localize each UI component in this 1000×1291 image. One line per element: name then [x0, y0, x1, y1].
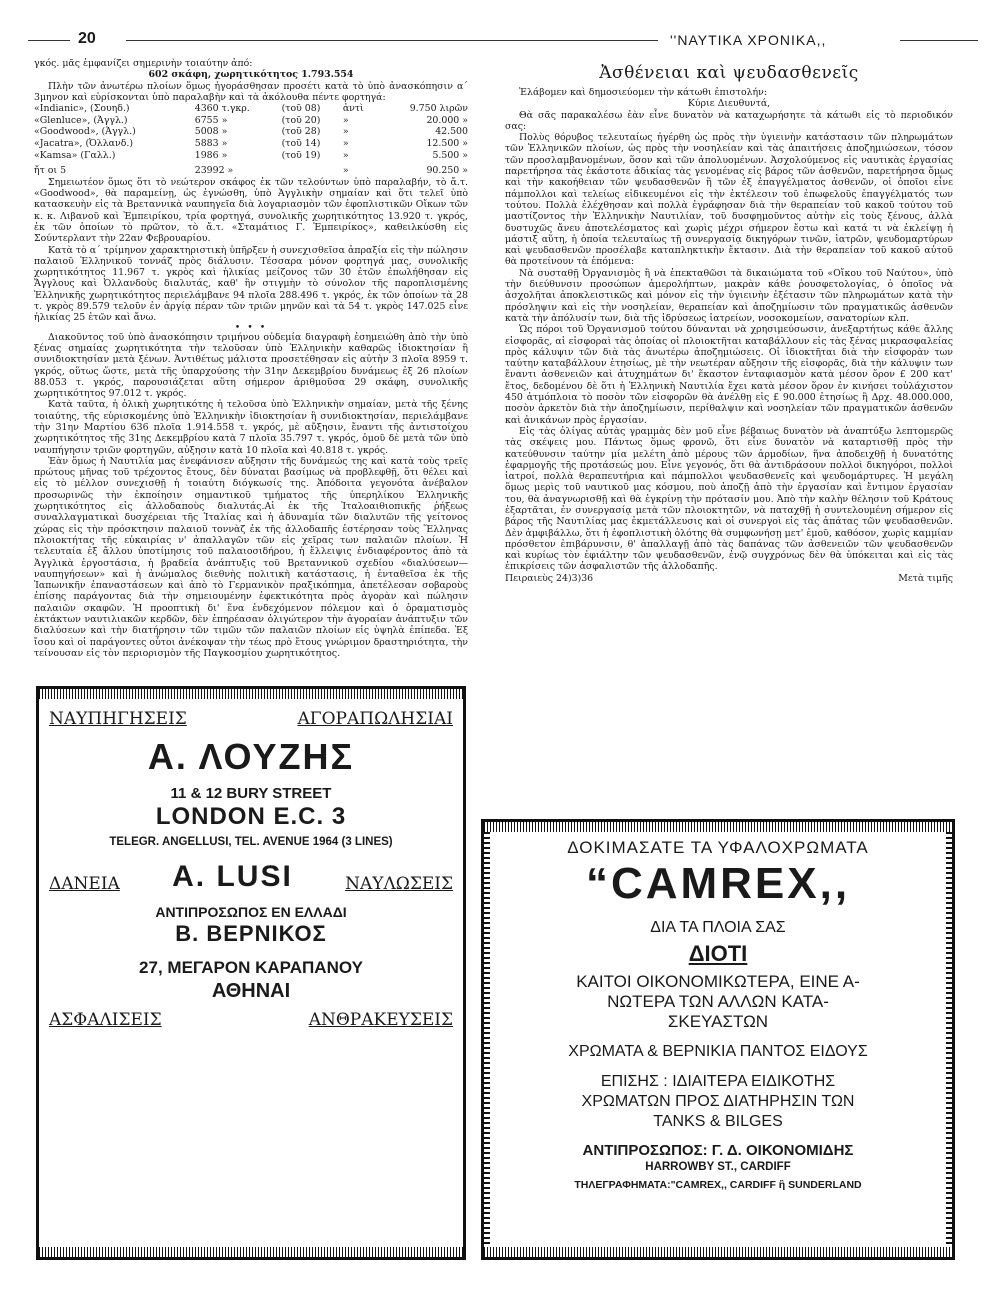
table-row: «Goodwood», (Ἀγγλ.) 5008 » (τοῦ 28) » 42.500 — [34, 126, 468, 138]
ad-content — [498, 836, 938, 1243]
border-strip — [39, 1247, 463, 1257]
left-column — [34, 58, 468, 659]
intro: Ἐλάβομεν καὶ δημοσιεύομεν τὴν κάτωθι ἐπιστολήν: — [519, 87, 768, 98]
ad-subline: ΔΙΑ ΤΑ ΠΛΟΙΑ ΣΑΣ — [650, 919, 786, 936]
page-header — [28, 30, 978, 50]
page-number: 20 — [78, 30, 96, 47]
paragraph: Νὰ συσταθῇ Ὀργανισμὸς ἢ νὰ ἐπεκταθῶσι τὰ δικαιώματα τοῦ «Οἴκου τοῦ Ναύτου», ὑπὸ τὴν διεύθυνσιν προσώπων ἀμερολήπτων, μακρὰν κάθε ῥουσφετολογίας, ὁ ὁποῖος νὰ ἀσχολῆται ἀποκλειστικῶς καὶ μόνον εἰς τὴν ὑγιεινὴν ἐξέτασιν τῶν πληρωμάτων κατὰ τὴν πρόσληψιν καὶ εἰς τὴν νοσηλείαν, θεραπείαν καὶ ἀποζημίωσιν τῶν πραγματικῶς ἀσθενῶν κατὰ τὴν ἀπόλυσίν των, διὰ τῆς ἱδρύσεως ἰατρείων, νοσοκομείων, σανατορίων κλπ. — [505, 267, 953, 324]
company-name-latin: A. LUSI — [172, 860, 293, 893]
paragraph: Ὡς πόροι τοῦ Ὀργανισμοῦ τούτου δύνανται νὰ χρησιμεύσωσιν, ἀνεξαρτήτως κάθε ἄλλης εἰσφορᾶς, αἱ εἰσφοραὶ τὰς ὁποίας οἱ πλοιοκτῆται καταβάλλουν εἰς τὰς ξένας μικρασφαλείας πρὸς κάλυψιν τῶν διὰ τὰς ἀνωτέρω ἀποζημιώσεις. Οἱ ἰδιοκτῆται διὰ τὴν εἰσφορὰν των ταύτην καταβάλλουν ἐτησίως, μὲ τὴν νεωτέραν αὔξησιν τῆς εἰσφορᾶς, διὰ τὴν κάλυψιν των ἔναντι ἀσθενειῶν καὶ ἀτυχημάτων δι' ἕκαστον ἐνταφιασμὸν κατὰ μέσον ὅρον £ 200 κατ' ἔτος, δεδομένου δὲ ὅτι ἡ Ἑλληνικὴ Ναυτιλία ἔχει κατὰ μέσον ὅρον ἐν κινήσει τοὐλάχιστον 450 ἀτμόπλοια τὸ ποσὸν τῶν εἰσφορῶν θὰ ἀνέλθῃ εἰς £ 90.000 ἐτησίως ἢ Δρχ. 48.000.000, ποσὸν ἀρκετὸν διὰ τὴν ἀποζημίωσιν, περίθαλψιν καὶ νοσηλείαν τῶν πραγματικῶν ἀσθενῶν καὶ ἀνικάνων πρὸς ἐργασίαν. — [505, 324, 953, 426]
paragraph: Ἐὰν ὅμως ἡ Ναυτιλία μας ἐνεφάνισεν αὔξησιν τῆς δυνάμεώς της καὶ κατὰ τοὺς τρεῖς πρώτους μῆνας τοῦ τρέχοντος ἔτους, δὲν δύναται βασίμως νὰ προβλεφθῇ, ὅτι θέλει καὶ εἰς τὸ μέλλον συνεχισθῇ ἡ τοιαύτη διόγκωσίς της. Ἀπόδοιτα γεγονότα ἀνέβαλον προσωρινῶς τὴν ἐκποίησιν σημαντικοῦ τμήματος τῆς ὑπερηλίκου Ἑλληνικῆς χωρητικότητος εἰς ἀλλοδαποὺς διαλυτάς.Αἱ ἐκ τῆς Ἰταλοαιθιοπικῆς ῥήξεως συναλλαγματικαὶ δυσχέρειαι τῆς Ἰταλίας καὶ ἡ ἀδυναμία τῶν διαλυτῶν τῆς γείτονος χώρας εἰς τὴν πρόσκτησιν παλαιοῦ τοννὰζ ἐκ τῆς ἀλλοδαπῆς ἐστέρησαν τοὺς Ἕλληνας πλοιοκτήτας τῆς εὐκαιρίας ν' ἀπαλλαγῶν τῶν εἰς χεῖρας των παλαιῶν πλοίων. Ἡ τελευταία ἐξ ἄλλου ὑποτίμησις τοῦ παλαιοσιδήρου, ἡ ἔλλειψις ἐνδιαφέροντος ἀπὸ τὰ Ἀγγλικὰ ἐργοστάσια, ἡ βραδεία ἀνάπτυξις τοῦ Βρεταννικοῦ σχεδίου «διαλύσεων—ναυπηγήσεων» καὶ ἡ ἀνώμαλος διεθνὴς πολιτικὴ κατάστασις, ἡ ἐνταθεῖσα ἐκ τῆς Ἰαπωνικῆν ἐπαναστάσεων καὶ ἀπὸ τὸ Γερμανικὸν πραξικόπημα, ἀπετέλεσαν σοβαροὺς ἐπίσης παράγοντας διὰ τὴν σημειουμένην ἐφεκτικότητα πρὸς ἀγορὰν καὶ πώλησιν παλαιῶν σκαφῶν. Ἡ προοπτικὴ δι' ἕνα ἐνδεχόμενον πόλεμον καὶ ὁ ὀραματισμὸς ἐκτάκτων ναυτιλιακῶν κερδῶν, δὲν ἐπηρέασαν ὀλιγώτερον τὴν ἀγοραίαν ἀνάπτυξιν τῶν διαλύσεων καὶ τὴν διατήρησιν τῶν τιμῶν τῶν παλαιῶν πλοίων εἰς ὑψηλὰ ἐπίπεδα. Ἐξ ἴσου καὶ οἱ παράγοντες οὗτοι ἀνέκοψαν τὴν τέως πρὸ ἔτους γνώριμον δραστηριότητα, τὴν τείνουσαν εἰς τὸν περιορισμὸν τῆς Παγκοσμίου χωρητικότητος. — [34, 455, 468, 659]
paragraph: Διακοῦντος τοῦ ὑπὸ ἀνασκόπησιν τριμήνου οὐδεμία διαγραφὴ ἐσημειώθη ἀπὸ τὴν ὑπὸ ξένας σημαίας χωρητικότητα τὴν τελοῦσαν ὑπὸ Ἑλληνικὴν καθαρῶς ἰδιοκτησίαν ἢ συνιδιοκτησίαν μετὰ ξένων. Ἀντιθέτως μάλιστα προσετέθησαν εἰς αὐτὴν 3 πλοῖα 8959 τ. γκρός, οὕτως ὥστε, μετὰ τῆς ὑπαρχούσης τὴν 31ην Δεκεμβρίου δυνάμεως ἐξ 26 πλοίων 88.053 τ. γκρός, παρουσιάζεται αὕτη σήμερον ἀριθμοῦσα 29 σκάφη, συνολικῆς χωρητικότητος 97.012 τ. γκρός. — [34, 331, 468, 400]
ad-right-label: ΑΝΘΡΑΚΕΥΣΕΙΣ — [308, 1010, 453, 1030]
table-row: «Indianic», (Σουηδ.) 4360 τ.γκρ. (τοῦ 08) ἀντὶ 9.750 λιρῶν — [34, 103, 468, 115]
ad-headline: ΔΟΚΙΜΑΣΑΤΕ ΤΑ ΥΦΑΛΟΧΡΩΜΑΤΑ — [567, 838, 869, 857]
company-telegraph: TELEGR. ANGELLUSI, TEL. AVENUE 1964 (3 LINES) — [109, 836, 393, 848]
table-row: «Kamsa» (Γαλλ.) 1986 » (τοῦ 19) » 5.500 » — [34, 149, 468, 161]
ad-right-label: ΑΓΟΡΑΠΩΛΗΣΙΑΙ — [297, 709, 453, 729]
paragraph: Κατὰ ταῦτα, ἡ ὁλικὴ χωρητικότης ἡ τελοῦσα ὑπὸ Ἑλληνικὴν σημαίαν, μετὰ τῆς ξένης τοιαύτης, τῆς εὑρισκομένης ὑπὸ Ἑλληνικὴν ἰδιοκτησίαν ἢ συνιδιοκτησίαν, περιελάμβανε τὴν 31ην Μαρτίου 636 πλοῖα 1.914.558 τ. γκρός, μὲ αὔξησιν, ἔναντι τῆς ἀντιστοίχου χωρητικότητος τῆς 31ης Δεκεμβρίου κατὰ 7 πλοῖα 35.797 τ. γκρός, ὁμοῦ δὲ μετὰ τῶν ὑπὸ ναυπήγησιν τριῶν φορτηγῶν, αὐξησιν κατὰ 10 πλοῖα καὶ 40.818 τ. γκρός. — [34, 399, 468, 456]
section-separator: • • • — [234, 321, 268, 333]
article-title: Ἀσθένειαι καὶ ψευδασθενεῖς — [599, 63, 859, 83]
paragraph: Θὰ σᾶς παρακαλέσω ἐὰν εἶνε δυνατὸν νὰ καταχωρήσητε τὰ κάτωθι εἰς τὸ περιοδικόν σας: — [505, 109, 953, 132]
representative: ΑΝΤΙΠΡΟΣΩΠΟΣ: Γ. Δ. ΟΙΚΟΝΟΜΙΔΗΣ — [582, 1142, 854, 1159]
header-rule — [28, 40, 70, 41]
company-name-greek: Α. ΛΟΥΖΗΣ — [147, 736, 355, 777]
header-rule — [900, 40, 978, 41]
ad-right-label: ΝΑΥΛΩΣΕΙΣ — [345, 874, 453, 894]
ad-products: ΧΡΩΜΑΤΑ & ΒΕΡΝΙΚΙΑ ΠΑΝΤΟΣ ΕΙΔΟΥΣ — [568, 1043, 868, 1060]
signoff — [505, 573, 953, 584]
border-strip — [484, 1247, 952, 1257]
border-strip — [484, 822, 952, 832]
representative-label: ΑΝΤΙΠΡΟΣΩΠΟΣ ΕΝ ΕΛΛΑΔΙ — [155, 904, 347, 920]
ad-specialty: ΧΡΩΜΑΤΩΝ ΠΡΟΣ ΔΙΑΤΗΡΗΣΙΝ ΤΩΝ — [581, 1093, 855, 1110]
company-address: 11 & 12 BURY STREET — [170, 785, 332, 802]
paragraph: Πλὴν τῶν ἀνωτέρω πλοίων ὅμως ἠγοράσθησαν προσέτι κατὰ τὸ ὑπὸ ἀνασκόπησιν α΄ 3μηνον καὶ εὑρίσκονται ὑπὸ παραλαβὴν καὶ τὰ ἀκόλουθα πέντε φορτηγά: — [34, 80, 468, 103]
ad-bottom-row — [49, 1010, 453, 1030]
paragraph: γκός. μᾶς ἐμφανίζει σημερινὴν τοιαύτην ἀπό: — [34, 58, 253, 69]
place-date: Πειραιεὺς 24)3)36 — [505, 572, 594, 584]
border-strip — [484, 822, 490, 1257]
office-address: 27, ΜΕΓΑΡΟΝ ΚΑΡΑΠΑΝΟΥ — [139, 958, 363, 977]
border-strip — [39, 689, 463, 699]
company-city: LONDON E.C. 3 — [155, 803, 347, 830]
ad-claim: ΚΑΙΤΟΙ ΟΙΚΟΝΟΜΙΚΩΤΕΡΑ, ΕΙΝΕ Α- — [576, 972, 860, 991]
ad-louzis — [36, 686, 466, 1260]
table-total-row: ἤτ οι 5 23992 » » 90.250 » — [34, 165, 468, 177]
ad-camrex — [481, 819, 955, 1260]
table-row: «Glenluce», (Ἀγγλ.) 6755 » (τοῦ 20) » 20.000 » — [34, 114, 468, 126]
ad-claim: ΝΩΤΕΡΑ ΤΩΝ ΑΛΛΩΝ ΚΑΤΑ- — [607, 992, 829, 1011]
border-strip — [946, 822, 952, 1257]
ad-specialty: ΕΠΙΣΗΣ : ΙΔΙΑΙΤΕΡΑ ΕΙΔΙΚΟΤΗΣ — [600, 1073, 836, 1090]
telegraph-line: ΤΗΛΕΓΡΑΦΗΜΑΤΑ:"CAMREX,, CARDIFF ἢ SUNDERLAND — [574, 1179, 862, 1191]
representative-name: Β. ΒΕΡΝΙΚΟΣ — [175, 921, 327, 946]
paragraph: Πολὺς θόρυβος τελευταίως ἠγέρθη ὡς πρὸς τὴν ὑγιεινὴν κατάστασιν τῶν πληρωμάτων τῶν Ἑλληνικῶν πλοίων, ὡς πρὸς τὴν νοσηλείαν καὶ τὰς ἀπαιτήσεις ἀποζημιώσεων, τόσον τῶν προσλαμβανομένων, ὅσον καὶ τῶν ἀπολυομένων. Ἀσχολούμενος εἰς ναυτικὰς ἐργασίας παρετήρησα τὰς ἑκάστοτε ἀδικίας τὰς γενομένας εἰς βάρος τῶν ἀσθενῶν, παρετήρησα ὅμως καὶ τὴν κακοήθειαν τῶν ψευδασθενῶν ἢ τῶν ἐξ ἐπαγγέλματος ἀσθενῶν, οἱ ὁποῖοι εἶνε πάμπολλοι καὶ τελείως εἰδικευμένοι εἰς τὴν ἐκτέλεσιν τοῦ ἐπωφελοῦς ἐπαγγέλματός των τούτου. Πολλὰ ἐλέχθησαν καὶ πολλὰ ἐγράφησαν διὰ τὴν θεραπείαν τοῦ κακοῦ τούτου τοῦ μαστίζοντος τὴν Ἑλληνικὴν Ναυτιλίαν, τοῦ δυσφημοῦντος αὐτὴν εἰς τοὺς ξένους, ἀλλὰ δυστυχῶς ἄνευ ἀποτελέσματος καὶ χωρὶς μέχρι σήμερον ἔστω καὶ κατά τι νὰ ἐκλείψῃ ἡ μάστιξ αὕτη, ἡ ὁποία τελευταίως τῇ συνεργασίᾳ δικηγόρων τινῶν, ἰατρῶν, ψευδομαρτύρων καὶ ψευδασθενῶν προσέλαβε καταπληκτικὴν ἔκτασιν. Διὰ τὴν θεραπείαν τοῦ κακοῦ αὐτοῦ θὰ προτείνουν τὰ ἑπόμενα: — [505, 132, 953, 268]
paragraph: Εἰς τὰς ὀλίγας αὐτὰς γραμμὰς δὲν μοῦ εἶνε βέβαιως δυνατὸν νὰ ἀναπτύξω λεπτομερῶς τὰς σκέψεις μου. Πάντως ὅμως φρονῶ, ὅτι εἶνε δυνατὸν νὰ καταρτισθῇ πρὸς τὴν κατεύθυνσιν ταύτην μία μελέτη ἀπὸ μέρους τῶν ἁρμοδίων, ἥνα ἀποδειχθῇ ἡ δυνατότης ἐφαρμογῆς τῆς προτάσεώς μου. Εἶνε γεγονός, ὅτι θὰ ἀντιδράσουν πολλοὶ δικηγόροι, πολλοὶ ἰατροί, πολλὰ θεραπευτήρια καὶ πάμπολλοι ψευδασθενεῖς καὶ ψευδομάρτυρες. Ἡ μεγάλη ὅμως μερὶς τοῦ ναυτικοῦ μας κόσμου, ποὺ ἀποζῇ ἀπὸ τὴν ἐργασίαν καὶ ἔντιμον ἐργασίαν του, θὰ ἀναγνωρισθῇ καὶ θὰ ἐγκρίνῃ τὴν πρότασίν μου. Ἀπὸ τὴν καλὴν θέλησιν τοῦ Κράτους ἐξαρτᾶται, ἐν συνεργασίᾳ μετὰ τῶν πλοιοκτητῶν, νὰ παταχθῇ ἡ συντελουμένη σήμερον εἰς βάρος τῆς Ναυτιλίας μας ἐκμετάλλευσις καὶ οἱ συνεργοὶ εἰς τὰς ἀπάτας τῶν ψευδασθενῶν. Δὲν ἀμφιβάλλω, ὅτι ἡ ἐφοπλιστικὴ ὁλότης θὰ συμφωνήσῃ μετ' ἐμοῦ, καθόσον, χωρὶς καμμίαν πρόσθετον ἐπιβάρυνσιν, θ' ἀπαλλαγῇ ἀπὸ τὰς δαπάνας τῶν ἀσθενειῶν τῶν ψευδασθενῶν καὶ κυρίως τὸν ἐφιάλτην τῶν ψευδασθενῶν, ἐνῷ συγχρόνως δὲν θὰ ὑπόκειται καὶ εἰς τὰς ἐπικρίσεις τῶν ἀσφαλιστῶν τῆς ἀλλοδαπῆς. — [505, 425, 953, 573]
ad-claim: ΣΚΕΥΑΣΤΩΝ — [667, 1012, 769, 1031]
ad-mid-row — [49, 860, 453, 894]
ad-left-label: ΔΑΝΕΙΑ — [49, 874, 120, 894]
paragraph: Σημειωτέον ὅμως ὅτι τὸ νεώτερον σκάφος ἐκ τῶν τελούντων ὑπὸ παραλαβήν, τὸ ἄ.τ. «Goodwood», θὰ παραμείνῃ, ὡς ἐγνώσθη, ὑπὸ Ἀγγλικὴν σημαίαν καὶ ὅτι τελεῖ ὑπὸ κατασκευὴν εἰς τὰ Βρεταννικὰ ναυπηγεῖα διὰ λογαριασμὸν τῶν ἐφοπλιστικῶν Οἴκων τῶν κ. κ. Λιβανοῦ καὶ Ἐμπειρίκου, τρία φορτηγά, συνολικῆς χωρητικότητος 13.920 τ. γκρός, ἐκ τῶν ὁποίων τὸ πρῶτον, τὸ ἄ.τ. «Σταμάτιος Γ. Ἐμπειρίκος», καθειλκύσθη εἰς Σούντερλαντ τὴν 22αν Φεβρουαρίου. — [34, 176, 468, 245]
ad-top-row — [49, 709, 453, 729]
fleet-table — [34, 103, 468, 177]
representative-address: HARROWBY ST., CARDIFF — [645, 1161, 791, 1173]
ad-left-label: ΝΑΥΠΗΓΗΣΕΙΣ — [49, 709, 187, 729]
brand-name: “CAMREX,, — [585, 859, 851, 908]
right-column — [505, 62, 953, 584]
office-city: ΑΘΗΝΑΙ — [211, 980, 291, 1002]
publication-title: ''ΝΑΥΤΙΚΑ ΧΡΟΝΙΚΑ,, — [670, 32, 827, 48]
ad-content — [49, 703, 453, 1243]
header-rule — [126, 40, 658, 41]
ad-because: ΔΙΟΤΙ — [688, 941, 748, 966]
paragraph: Κατὰ τὸ α΄ τρίμηνον χαρακτηριστικὴ ὑπῆρξεν ἡ συνεχισθεῖσα ἀπραξία εἰς τὴν πώλησιν παλαιοῦ Ἑλληνικοῦ τοννάζ πρὸς διάλυσιν. Τέσσαρα μόνον φορτηγά μας, συνολικῆς χωρητικότητος 11.967 τ. γκρὸς καὶ ἡλικίας μείζονος τῶν 30 ἐτῶν ἐπωλήθησαν εἰς Ἄγγλους καὶ Ὀλλανδοὺς διαλυτάς, καθ' ἣν στιγμὴν τὸ σύνολον τῆς παροπλισμένης Ἑλληνικῆς χωρητικότητος περιελάμβανε 94 πλοῖα 288.496 τ. γκρός, ἐκ τῶν ὁποίων τὰ 28 τ. γκρὸς 89.579 τελοῦν ἐν ἀργίᾳ πέραν τῶν τριῶν μηνῶν καὶ τὰ 54 τ. γκρὸς 147.025 εἶνε ἡλικίας 25 ἐτῶν καὶ ἄνω. — [34, 244, 468, 324]
fleet-summary: 602 σκάφη, χωρητικότητος 1.793.554 — [148, 69, 354, 81]
ad-specialty: TANKS & BILGES — [653, 1113, 783, 1130]
closing: Μετὰ τιμῆς — [898, 572, 953, 584]
salutation: Κύριε Διευθυντά, — [687, 98, 771, 110]
table-row: «Jacatra», (Ὀλλανδ.) 5883 » (τοῦ 14) » 12.500 » — [34, 137, 468, 149]
ad-left-label: ΑΣΦΑΛΙΣΕΙΣ — [49, 1010, 162, 1030]
